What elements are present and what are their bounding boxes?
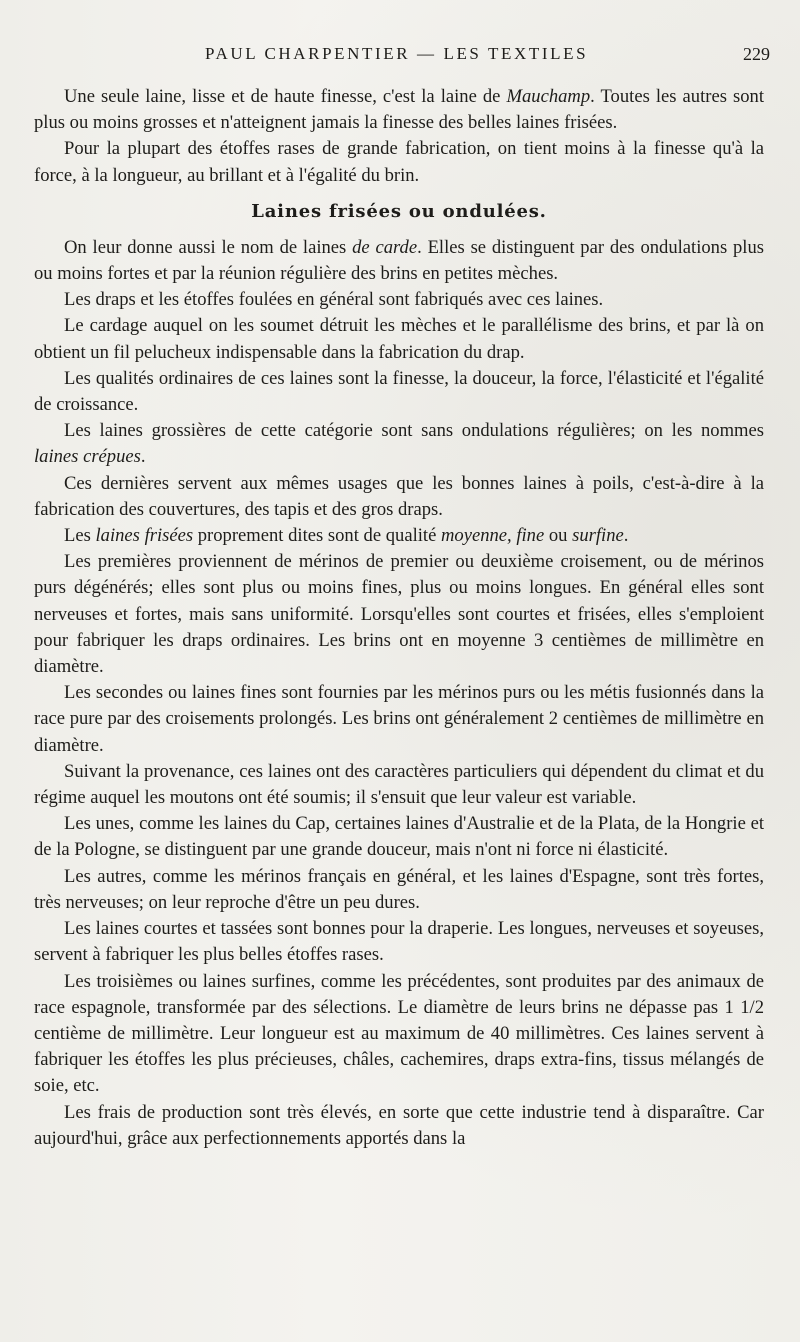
text-run: proprement dites sont de qualité <box>193 525 441 547</box>
paragraph: Les troisièmes ou laines surfines, comme les précédentes, sont produites par des animaux de race espagnole, transformée par des sélections. Le diamètre de leurs brins ne dépasse pas 1 1/2 centième de millimètre. Leur longueur est au maximum de 40 millimètres. Ces laines servent à fabriquer les étoffes les plus précieuses, châles, cachemires, draps extra-fins, tissus mélangés de soie, etc. <box>34 970 764 1097</box>
text-run: . <box>140 446 146 468</box>
body-text <box>34 84 764 1152</box>
paragraph: Les frais de production sont très élevés, en sorte que cette industrie tend à disparaître. Car aujourd'hui, grâce aux perfectionnements apportés dans la <box>34 1101 764 1149</box>
paragraph: Les premières proviennent de mérinos de premier ou deuxième croisement, ou de mérinos purs dégénérés; elles sont plus ou moins fines, plus ou moins longues. En général elles sont nerveuses et fortes, mais sans uniformité. Lorsqu'elles sont courtes et frisées, elles s'emploient pour fabriquer les draps ordinaires. Les brins ont en moyenne 3 centièmes de millimètre en diamètre. <box>34 551 764 678</box>
text-run: ou <box>544 525 573 547</box>
paragraph: Les laines courtes et tassées sont bonnes pour la draperie. Les longues, nerveuses et soyeuses, servent à fabriquer les plus belles étoffes rases. <box>34 918 764 966</box>
text-run: On leur donne aussi le nom de laines <box>64 236 353 258</box>
paragraph <box>34 418 764 470</box>
text-run: Une seule laine, lisse et de haute finesse, c'est la laine de <box>64 86 507 107</box>
text-run: . Elles se distinguent par des ondulations plus ou moins fortes et par la réunion régulière des brins en petites mèches. <box>34 236 765 285</box>
italic-term: surfine <box>572 525 624 547</box>
paragraph: Le cardage auquel on les soumet détruit les mèches et le parallélisme des brins, et par là on obtient un fil pelucheux indispensable dans la fabrication du drap. <box>34 315 764 363</box>
page-number: 229 <box>743 44 770 64</box>
paragraph: Ces dernières servent aux mêmes usages que les bonnes laines à poils, c'est-à-dire à la fabrication des couvertures, des tapis et des gros draps. <box>34 472 764 520</box>
paragraph: Les secondes ou laines fines sont fournies par les mérinos purs ou les métis fusionnés dans la race pure par des croisements prolongés. Les brins ont généralement 2 centièmes de millimètre en diamètre. <box>34 682 764 756</box>
paragraph <box>34 235 764 287</box>
italic-term: de carde <box>352 236 418 258</box>
text-run: Les <box>64 525 96 547</box>
running-title: PAUL CHARPENTIER — LES TEXTILES <box>205 44 589 63</box>
paragraph: Les qualités ordinaires de ces laines sont la finesse, la douceur, la force, l'élasticité et l'égalité de croissance. <box>34 367 764 416</box>
italic-term: laines crépues <box>34 446 141 468</box>
paragraph: Les draps et les étoffes foulées en général sont fabriqués avec ces laines. <box>64 289 604 311</box>
section-heading: Laines frisées ou ondulées. <box>251 200 547 222</box>
italic-term: moyenne, fine <box>440 525 545 547</box>
paragraph: Les autres, comme les mérinos français en général, et les laines d'Espagne, sont très fortes, très nerveuses; on leur reproche d'être un peu dures. <box>34 865 764 913</box>
text-run: Les laines grossières de cette catégorie sont sans ondulations régulières; on les nommes <box>64 420 764 442</box>
paragraph: Suivant la provenance, ces laines ont des caractères particuliers qui dépendent du climat et du régime auquel les moutons ont été soumis; il s'ensuit que leur valeur est variable. <box>34 760 764 809</box>
italic-term: laines frisées <box>95 525 194 547</box>
italic-term: Mauchamp <box>506 86 591 107</box>
page-header <box>205 44 770 70</box>
text-run: . <box>623 525 629 547</box>
paragraph <box>34 84 764 136</box>
paragraph: Pour la plupart des étoffes rases de grande fabrication, on tient moins à la finesse qu'à la force, à la longueur, au brillant et à l'égalité du brin. <box>34 138 764 186</box>
text-run: . Toutes les autres sont plus ou moins grosses et n'atteignent jamais la finesse des belles laines frisées. <box>34 86 764 134</box>
paragraph: Les unes, comme les laines du Cap, certaines laines d'Australie et de la Plata, de la Hongrie et de la Pologne, se distinguent par une grande douceur, mais n'ont ni force ni élasticité. <box>34 813 764 861</box>
paragraph <box>34 523 764 549</box>
